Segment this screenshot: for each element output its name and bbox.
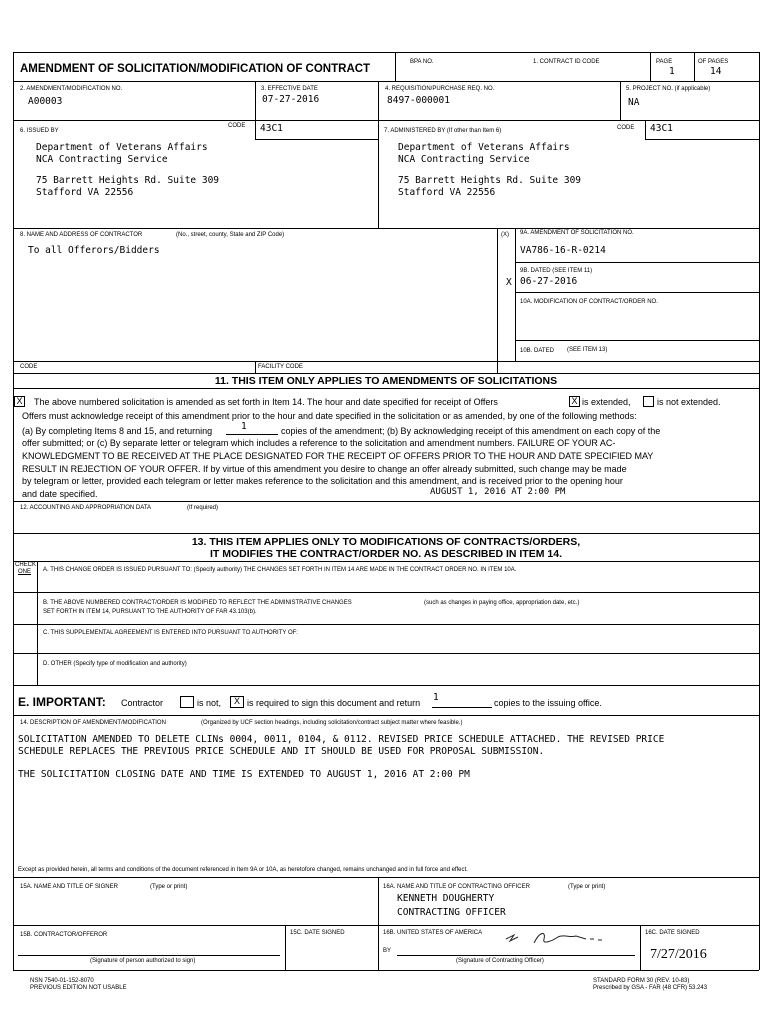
description-line [18, 759, 664, 769]
is-required-label: is required to sign this document and return [247, 698, 421, 708]
issued-code-label: CODE [228, 123, 246, 129]
administered-by-label: 7. ADMINISTERED BY (If other than Item 6) [384, 128, 502, 134]
officer-sublabel: (Type or print) [568, 884, 606, 890]
rule-bottom [13, 970, 759, 971]
rule-row8 [13, 228, 759, 229]
important-label: E. IMPORTANT: [18, 695, 106, 709]
previous-edition-label: PREVIOUS EDITION NOT USABLE [30, 985, 127, 991]
check-one-label-2: ONE [18, 569, 32, 575]
description-label: 14. DESCRIPTION OF AMENDMENT/MODIFICATION [20, 720, 166, 726]
item13a-text: A. THIS CHANGE ORDER IS ISSUED PURSUANT TO: (Specify authority) THE CHANGES SET FORTH IN ITEM 14 ARE MADE IN THE CONTRACT ORDER NO. IN ITEM 10A. [43, 567, 517, 573]
dated-10b-label: 10B. DATED [520, 348, 554, 354]
officer-signature-line [397, 955, 635, 956]
divider-row2-a [255, 81, 256, 120]
contractor-value: To all Offerors/Bidders [28, 245, 160, 256]
officer-label: 16A. NAME AND TITLE OF CONTRACTING OFFICER [383, 884, 530, 890]
item11-line5: KNOWLEDGMENT TO BE RECEIVED AT THE PLACE DESIGNATED FOR THE RECEIPT OF OFFERS PRIOR TO THE HOUR AND DATE SPECIFIED MAY [22, 451, 654, 461]
page-number: 1 [669, 66, 675, 77]
rule-13b [13, 592, 759, 593]
admin-line: NCA Contracting Service [398, 154, 530, 166]
contractor-signature-caption: (Signature of person authorized to sign) [90, 958, 196, 964]
divider-sign-b [378, 877, 379, 970]
item13d-text: D. OTHER (Specify type of modification and authority) [43, 661, 187, 667]
left-border [13, 52, 14, 970]
administered-by-address [398, 142, 581, 199]
effective-date-label: 3. EFFECTIVE DATE [261, 86, 318, 92]
item13b-text-2: SET FORTH IN ITEM 14, PURSUANT TO THE AUTHORITY OF FAR 43.103(b). [43, 609, 257, 615]
description-line: SOLICITATION AMENDED TO DELETE CLINs 0004, 0011, 0104, & 0112. REVISED PRICE SCHEDULE ATTACHED. THE REVISED PRICE [18, 734, 665, 745]
item13b-text-1b: (such as changes in paying office, appropriation date, etc.) [424, 600, 580, 606]
contractor-sublabel: (No., street, county, State and ZIP Code) [176, 232, 285, 238]
code-label: CODE [20, 364, 38, 370]
issued-line [36, 167, 219, 175]
issued-code-value: 43C1 [260, 123, 283, 134]
divider-check [37, 561, 38, 685]
rule-code-6 [255, 139, 378, 140]
rule-10b [515, 340, 759, 341]
rule-sign [13, 925, 759, 926]
item11-line3a: (a) By completing Items 8 and 15, and returning [22, 426, 213, 436]
divider-pages [694, 52, 695, 81]
item11-new-date: AUGUST 1, 2016 AT 2:00 PM [430, 487, 566, 497]
x-column-label: (X) [501, 232, 509, 238]
officer-signature-scribble [500, 927, 610, 949]
extended-label: is extended, [582, 397, 631, 407]
divider-sign-a [285, 925, 286, 970]
contractor-offeror-label: 15B. CONTRACTOR/OFFEROR [20, 932, 108, 938]
item13-heading-1: 13. THIS ITEM APPLIES ONLY TO MODIFICATIONS OF CONTRACTS/ORDERS, [191, 536, 581, 548]
rule-13d [13, 653, 759, 654]
item11-line8: and date specified. [22, 489, 98, 499]
signer-sublabel: (Type or print) [150, 884, 188, 890]
rule-except [13, 877, 759, 878]
is-not-checkbox[interactable] [180, 696, 194, 708]
modification-label: 10A. MODIFICATION OF CONTRACT/ORDER NO. [520, 299, 658, 305]
accounting-sublabel: (If required) [187, 505, 219, 511]
rule-9b [515, 262, 759, 263]
admin-line: Stafford VA 22556 [398, 187, 496, 199]
by-label: BY [383, 948, 392, 954]
contractor-label: 8. NAME AND ADDRESS OF CONTRACTOR [20, 232, 143, 238]
issued-line: Stafford VA 22556 [36, 187, 134, 199]
accounting-label: 12. ACCOUNTING AND APPROPRIATION DATA [20, 505, 152, 511]
issued-line: NCA Contracting Service [36, 154, 168, 166]
nsn-label: NSN 7540-01-152-8070 [30, 978, 94, 984]
admin-code-label: CODE [617, 125, 635, 131]
item11-line7: by telegram or letter, provided each telegram or letter makes reference to the solicitation and this amendment, and is received prior to the opening hour [22, 476, 623, 486]
rule-13a [13, 561, 759, 562]
contractor-date-label: 15C. DATE SIGNED [290, 930, 345, 936]
item11-line4: offer submitted; or (c) By separate letter or telegram which includes a reference to the solicitation and amendment numbers. FAILURE OF YOUR AC- [22, 438, 616, 448]
issued-line: Department of Veterans Affairs [36, 142, 208, 153]
rule-important [13, 685, 759, 686]
item11-amended-checkbox[interactable]: X [14, 396, 25, 407]
admin-line: Department of Veterans Affairs [398, 142, 570, 153]
copies-to-label: copies to the issuing office. [494, 698, 602, 708]
page-count: 14 [710, 66, 722, 77]
is-not-label: is not, [197, 698, 222, 708]
is-required-checkbox[interactable]: X [230, 696, 244, 708]
divider-row2-c [620, 81, 621, 120]
dated-9b-label: 9B. DATED (SEE ITEM 11) [520, 268, 593, 274]
divider-code-7 [645, 120, 646, 139]
requisition-value: 8497-000001 [387, 95, 450, 106]
standard-form-label: STANDARD FORM 30 (REV. 10-83) [593, 978, 690, 984]
not-extended-label: is not extended. [657, 397, 721, 407]
bpa-label: BPA NO. [410, 59, 434, 65]
divider-bpa [395, 52, 396, 81]
not-extended-checkbox[interactable] [643, 396, 654, 407]
divider-9a [515, 228, 516, 361]
admin-line [398, 167, 581, 175]
divider-page [650, 52, 651, 81]
project-no-label: 5. PROJECT NO. (if applicable) [626, 86, 711, 92]
signer-label: 15A. NAME AND TITLE OF SIGNER [20, 884, 118, 890]
item11-heading: 11. THIS ITEM ONLY APPLIES TO AMENDMENTS OF SOLICITATIONS [214, 375, 558, 387]
divider-x-col [497, 228, 498, 373]
contractor-signature-line [18, 955, 280, 956]
top-border [13, 52, 759, 53]
important-copies-field [432, 707, 492, 708]
amendment-no-label: 2. AMENDMENT/MODIFICATION NO. [20, 86, 123, 92]
usa-label: 16B. UNITED STATES OF AMERICA [383, 930, 483, 936]
important-contractor: Contractor [121, 698, 164, 708]
rule-row6 [13, 120, 759, 121]
effective-date-value: 07-27-2016 [262, 94, 320, 105]
rule-item12 [13, 501, 759, 502]
extended-checkbox[interactable]: X [569, 396, 580, 407]
officer-name: KENNETH DOUGHERTY [397, 893, 495, 904]
item11-line2: Offers must acknowledge receipt of this amendment prior to the hour and date specified in the solicitation or as amended, by one of the following methods: [22, 411, 637, 421]
divider-facility [255, 361, 256, 373]
item13b-text-1: B. THE ABOVE NUMBERED CONTRACT/ORDER IS MODIFIED TO REFLECT THE ADMINISTRATIVE CHANGES [43, 600, 352, 606]
form-title: AMENDMENT OF SOLICITATION/MODIFICATION OF CONTRACT [20, 63, 371, 75]
except-text: Except as provided herein, all terms and conditions of the document referenced in Item 9A or 10A, as heretofore changed, remains unchanged and in full force and effect. [18, 867, 468, 873]
divider-row2-b [378, 81, 379, 228]
rule-item11-head [13, 388, 759, 389]
rule-code-7 [645, 139, 759, 140]
rule-item14 [13, 715, 759, 716]
officer-title: CONTRACTING OFFICER [397, 907, 506, 918]
item11-line1: The above numbered solicitation is amended as set forth in Item 14. The hour and date specified for receipt of Offers [34, 397, 498, 407]
description-sublabel: (Organized by UCF section headings, including solicitation/contract subject matter where feasible.) [201, 720, 463, 726]
amend-solicitation-value: VA786-16-R-0214 [520, 245, 606, 256]
important-copies-value: 1 [433, 692, 439, 703]
requisition-label: 4. REQUISITION/PURCHASE REQ. NO. [385, 86, 495, 92]
rule-row2 [13, 81, 759, 82]
divider-code-6 [255, 120, 256, 139]
check-one-label: CHECK [15, 562, 37, 568]
pages-label: OF PAGES [698, 59, 729, 65]
facility-code-label: FACILITY CODE [258, 364, 303, 370]
officer-signature-caption: (Signature of Contracting Officer) [456, 958, 544, 964]
description-body [18, 734, 664, 781]
officer-date-value: 7/27/2016 [650, 947, 707, 962]
rule-item11-top [13, 373, 759, 374]
divider-sign-c [640, 925, 641, 970]
project-no-value: NA [628, 97, 640, 108]
admin-line: 75 Barrett Heights Rd. Suite 309 [398, 174, 582, 186]
dated-9b-mark: X [506, 277, 512, 288]
amendment-no-value: A00003 [28, 96, 63, 107]
prescribed-by-label: Prescribed by GSA - FAR (48 CFR) 53.243 [593, 985, 708, 991]
issued-by-label: 6. ISSUED BY [20, 128, 59, 134]
rule-item13-top [13, 533, 759, 534]
item11-line3b: copies of the amendment; (b) By acknowledging receipt of this amendment on each copy of the [281, 426, 661, 436]
rule-13c [13, 624, 759, 625]
officer-date-label: 16C. DATE SIGNED [645, 930, 700, 936]
rule-10a [515, 292, 759, 293]
rule-code [13, 361, 759, 362]
item13-heading-2: IT MODIFIES THE CONTRACT/ORDER NO. AS DESCRIBED IN ITEM 14. [210, 548, 562, 560]
contract-id-label: 1. CONTRACT ID CODE [533, 59, 600, 65]
right-border [759, 52, 760, 970]
item11-line6: RESULT IN REJECTION OF YOUR OFFER. If by virtue of this amendment you desire to change an offer already submitted, such change may be made [22, 464, 627, 474]
item13c-text: C. THIS SUPPLEMENTAL AGREEMENT IS ENTERED INTO PURSUANT TO AUTHORITY OF: [43, 630, 298, 636]
amend-solicitation-label: 9A. AMENDMENT OF SOLICITATION NO. [520, 230, 634, 236]
description-line: SCHEDULE REPLACES THE PREVIOUS PRICE SCHEDULE AND IT SHOULD BE USED FOR PROPOSAL SUBMISSION. [18, 746, 545, 758]
issued-by-address [36, 142, 219, 199]
page-label: PAGE [656, 59, 673, 65]
copies-return-field [226, 434, 278, 435]
description-line: THE SOLICITATION CLOSING DATE AND TIME IS EXTENDED TO AUGUST 1, 2016 AT 2:00 PM [18, 768, 470, 780]
issued-line: 75 Barrett Heights Rd. Suite 309 [36, 174, 220, 186]
dated-10b-sublabel: (SEE ITEM 13) [567, 347, 608, 353]
copies-return-value: 1 [241, 421, 247, 432]
dated-9b-value: 06-27-2016 [520, 276, 578, 287]
admin-code-value: 43C1 [650, 123, 673, 134]
